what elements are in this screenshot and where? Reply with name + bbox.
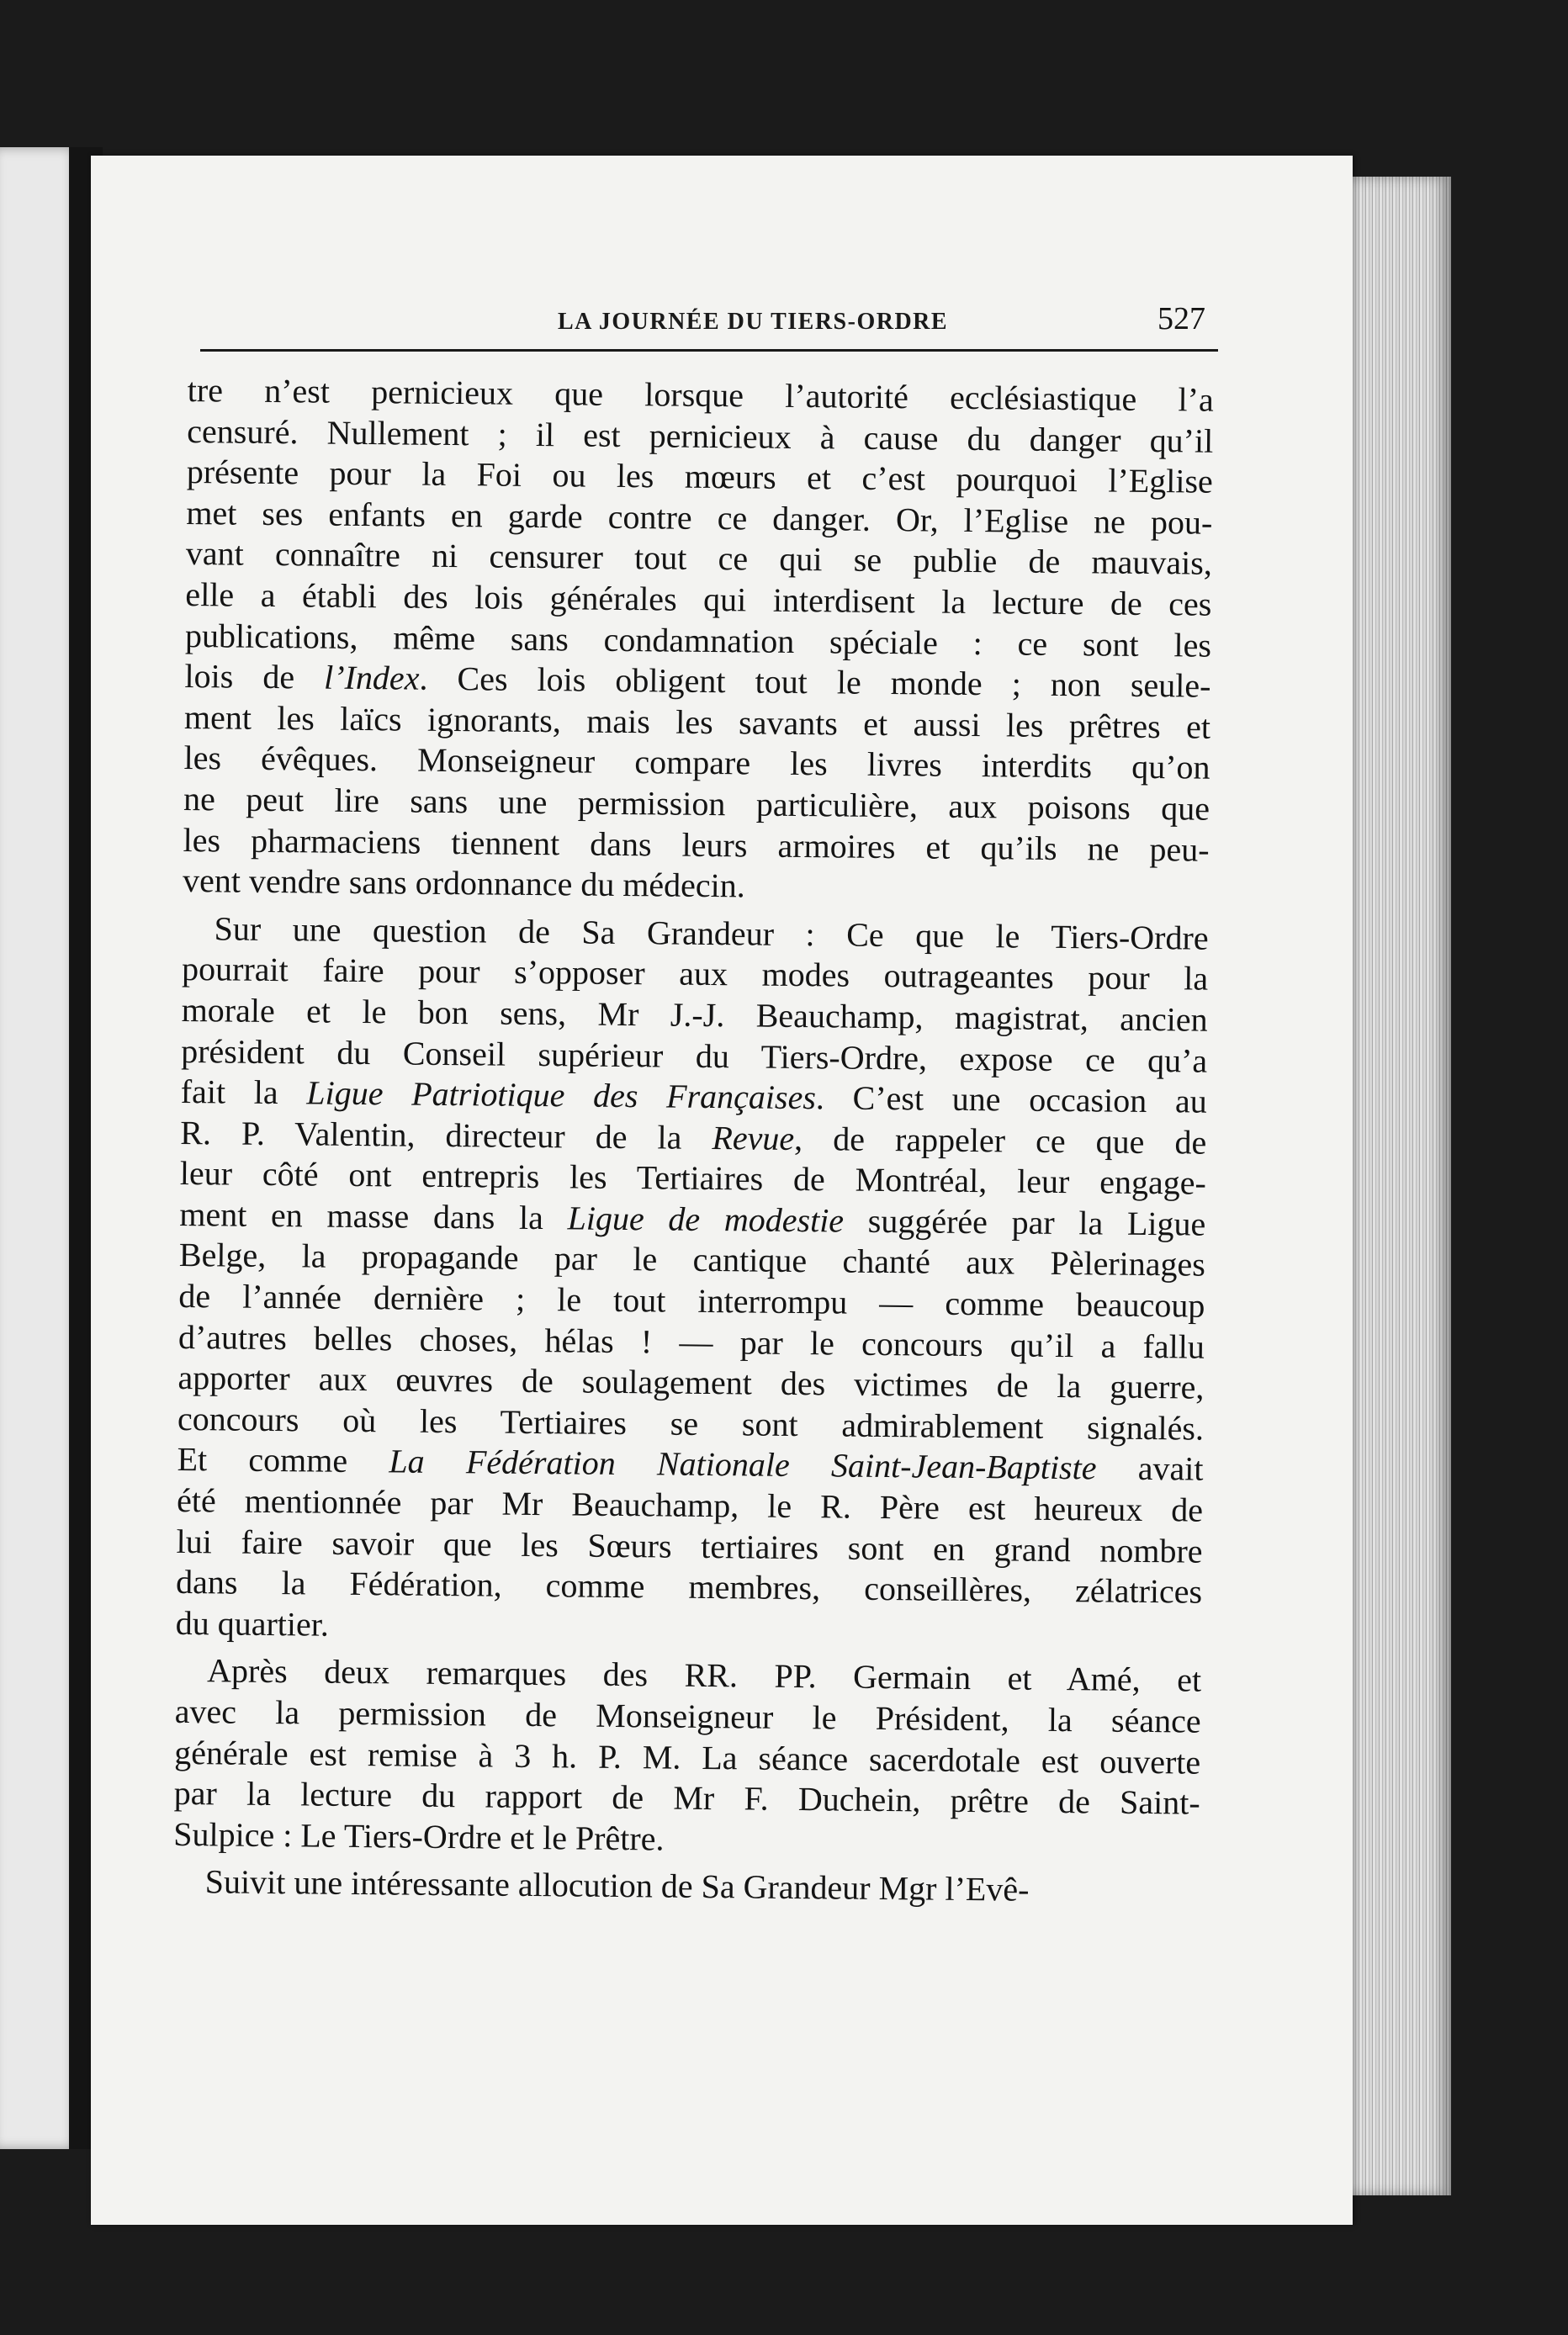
text-line: apporter aux œuvres de soulagement des victimes de la guerre,: [177, 1358, 1205, 1406]
text-line: Après deux remarques des RR. PP. Germain et Amé, et: [206, 1651, 1202, 1700]
text-line: met ses enfants en garde contre ce danger. Or, l’Eglise ne pou-: [186, 493, 1213, 542]
paragraph: [183, 370, 1214, 911]
text-line: ne peut lire sans une permission particulière, aux poisons que: [183, 779, 1210, 828]
header-rule: [200, 349, 1218, 352]
text-line: présente pour la Foi ou les mœurs et c’est pourquoi l’Eglise: [186, 453, 1214, 500]
text-line: président du Conseil supérieur du Tiers-Ordre, expose ce qu’a: [181, 1031, 1208, 1080]
text-line: Sur une question de Sa Grandeur : Ce que le Tiers-Ordre: [214, 909, 1209, 957]
text-line: ment les laïcs ignorants, mais les savants et aussi les prêtres et: [183, 697, 1211, 746]
text-line: morale et le bon sens, Mr J.-J. Beauchamp, magistrat, ancien: [181, 990, 1208, 1039]
paragraph: [175, 908, 1208, 1654]
text-line: avec la permission de Monseigneur le Président, la séance: [174, 1692, 1201, 1740]
paragraph: [173, 1861, 1200, 1912]
text-line: les évêques. Monseigneur compare les livres interdits qu’on: [183, 739, 1210, 787]
running-header: [200, 290, 1218, 341]
text-line: Suivit une intéressante allocution de Sa Grandeur Mgr l’Evê-: [204, 1862, 1030, 1909]
text-line: tre n’est pernicieux que lorsque l’autorité ecclésiastique l’a: [187, 370, 1214, 419]
text-line: fait la Ligue Patriotique des Françaises. C’est une occasion au: [180, 1072, 1207, 1120]
text-line: Sulpice : Le Tiers-Ordre et le Prêtre.: [173, 1814, 665, 1858]
body-text: [173, 370, 1214, 1913]
text-line: R. P. Valentin, directeur de la Revue, de rappeler ce que de: [180, 1113, 1207, 1162]
text-line: lois de l’Index. Ces lois obligent tout le monde ; non seule-: [184, 657, 1211, 705]
running-title: LA JOURNÉE DU TIERS-ORDRE: [558, 309, 949, 335]
text-line: générale est remise à 3 h. P. M. La séance sacerdotale est ouverte: [174, 1733, 1201, 1782]
text-line: les pharmaciens tiennent dans leurs armoires et qu’ils ne peu-: [183, 820, 1210, 869]
text-line: Belge, la propagande par le cantique chanté aux Pèlerinages: [178, 1236, 1206, 1284]
text-line: Et comme La Fédération Nationale Saint-Jean-Baptiste avait: [177, 1440, 1204, 1489]
text-line: lui faire savoir que les Sœurs tertiaires sont en grand nombre: [176, 1522, 1203, 1570]
text-line: par la lecture du rapport de Mr F. Duchein, prêtre de Saint-: [173, 1774, 1200, 1822]
text-line: publications, même sans condamnation spéciale : ce sont les: [184, 616, 1212, 664]
text-line: de l’année dernière ; le tout interrompu — comme beaucoup: [178, 1277, 1205, 1325]
text-line: d’autres belles choses, hélas ! — par le concours qu’il a fallu: [177, 1317, 1205, 1366]
paragraph: [173, 1650, 1201, 1865]
text-line: dans la Fédération, comme membres, conseillères, zélatrices: [175, 1563, 1203, 1611]
text-line: ment en masse dans la Ligue de modestie suggérée par la Ligue: [179, 1194, 1206, 1243]
text-line: leur côté ont entrepris les Tertiaires de Montréal, leur engage-: [179, 1154, 1206, 1202]
text-line: concours où les Tertiaires se sont admirablement signalés.: [177, 1399, 1205, 1448]
text-line: vent vendre sans ordonnance du médecin.: [182, 861, 746, 905]
page-number: 527: [1157, 301, 1205, 336]
text-line: elle a établi des lois générales qui interdisent la lecture de ces: [185, 574, 1212, 623]
text-line: pourrait faire pour s’opposer aux modes outrageantes pour la: [181, 950, 1209, 998]
text-line: vant connaître ni censurer tout ce qui se publie de mauvais,: [185, 534, 1213, 583]
left-page-edge: [0, 147, 80, 2149]
book-page: [91, 156, 1353, 2225]
text-line: du quartier.: [175, 1603, 330, 1644]
text-line: censuré. Nullement ; il est pernicieux à cause du danger qu’il: [187, 411, 1214, 460]
text-line: été mentionnée par Mr Beauchamp, le R. Père est heureux de: [176, 1480, 1204, 1529]
